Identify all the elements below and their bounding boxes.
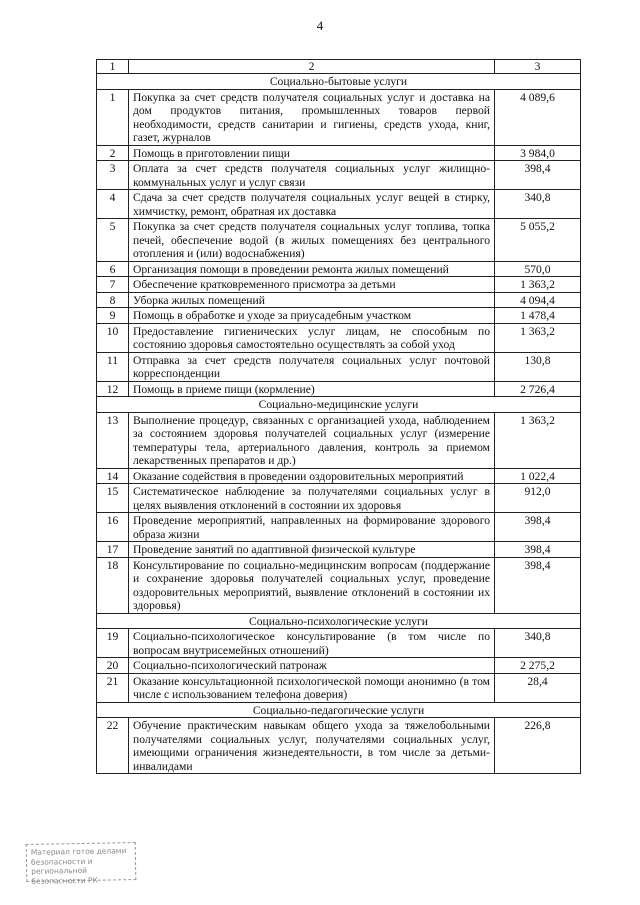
- row-number: 22: [97, 718, 129, 774]
- row-service: Социально-психологический патронаж: [129, 658, 495, 674]
- row-price: 2 726,4: [495, 381, 581, 397]
- row-number: 10: [97, 323, 129, 352]
- column-header-price: 3: [495, 60, 581, 74]
- row-price: 28,4: [495, 673, 581, 702]
- table-row: [97, 292, 581, 308]
- table-row: [97, 468, 581, 484]
- row-service: Выполнение процедур, связанных с организацией ухода, наблюдением за состоянием здоровья получателей социальных услуг (измерение температуры тела, артериального давления, контроль за приемом лекарственных препаратов и др.): [129, 412, 495, 468]
- row-number: 2: [97, 145, 129, 161]
- row-price: 398,4: [495, 542, 581, 558]
- page-number: 4: [316, 18, 324, 33]
- section-title: Социально-психологические услуги: [97, 613, 581, 629]
- section-title: Социально-педагогические услуги: [97, 702, 581, 718]
- row-service: Систематическое наблюдение за получателями социальных услуг в целях выявления отклонений в состоянии их здоровья: [129, 484, 495, 513]
- row-price: 130,8: [495, 352, 581, 381]
- row-service: Проведение занятий по адаптивной физической культуре: [129, 542, 495, 558]
- row-number: 8: [97, 292, 129, 308]
- row-price: 1 022,4: [495, 468, 581, 484]
- row-service: Помощь в приготовлении пищи: [129, 145, 495, 161]
- column-header-num: 1: [97, 60, 129, 74]
- row-price: 1 363,2: [495, 412, 581, 468]
- row-service: Социально-психологическое консультирование (в том числе по вопросам внутрисемейных отношений): [129, 629, 495, 658]
- row-number: 20: [97, 658, 129, 674]
- row-price: 570,0: [495, 261, 581, 277]
- table-row: [97, 629, 581, 658]
- row-price: 398,4: [495, 557, 581, 613]
- section-title: Социально-медицинские услуги: [97, 397, 581, 413]
- row-service: Консультирование по социально-медицинским вопросам (поддержание и сохранение здоровья получателей социальных услуг, проведение оздоровительных мероприятий, выявление отклонений в состоянии их здоровья): [129, 557, 495, 613]
- row-number: 11: [97, 352, 129, 381]
- row-service: Оказание консультационной психологической помощи анонимно (в том числе с использованием телефона доверия): [129, 673, 495, 702]
- row-number: 9: [97, 308, 129, 324]
- section-row-social-medical: [97, 397, 581, 413]
- row-service: Помощь в обработке и уходе за приусадебным участком: [129, 308, 495, 324]
- row-price: 1 478,4: [495, 308, 581, 324]
- row-number: 19: [97, 629, 129, 658]
- section-row-social-household: [97, 74, 581, 90]
- row-service: Помощь в приеме пищи (кормление): [129, 381, 495, 397]
- section-row-social-pedagogical: [97, 702, 581, 718]
- row-service: Оказание содействия в проведении оздоровительных мероприятий: [129, 468, 495, 484]
- services-price-table: [96, 59, 581, 774]
- row-number: 15: [97, 484, 129, 513]
- row-price: 1 363,2: [495, 323, 581, 352]
- row-number: 21: [97, 673, 129, 702]
- row-price: 912,0: [495, 484, 581, 513]
- table-row: [97, 161, 581, 190]
- table-row: [97, 718, 581, 774]
- table-row: [97, 89, 581, 145]
- row-service: Оплата за счет средств получателя социальных услуг жилищно-коммунальных услуг и услуг связи: [129, 161, 495, 190]
- row-number: 5: [97, 219, 129, 262]
- table-row: [97, 484, 581, 513]
- row-service: Отправка за счет средств получателя социальных услуг почтовой корреспонденции: [129, 352, 495, 381]
- row-price: 398,4: [495, 513, 581, 542]
- row-price: 398,4: [495, 161, 581, 190]
- row-service: Уборка жилых помещений: [129, 292, 495, 308]
- table-row: [97, 673, 581, 702]
- table-row: [97, 261, 581, 277]
- stamp-line: безопасности и региональной: [30, 856, 93, 876]
- row-number: 7: [97, 277, 129, 293]
- row-number: 18: [97, 557, 129, 613]
- row-service: Покупка за счет средств получателя социальных услуг и доставка на дом продуктов питания, промышленных товаров первой необходимости, средств санитарии и гигиены, средств ухода, книг, газет, журналов: [129, 89, 495, 145]
- table-row: [97, 277, 581, 293]
- row-number: 4: [97, 190, 129, 219]
- section-title: Социально-бытовые услуги: [97, 74, 581, 90]
- row-service: Проведение мероприятий, направленных на формирование здорового образа жизни: [129, 513, 495, 542]
- stamp-line: Материал готов делами: [30, 846, 127, 857]
- row-price: 226,8: [495, 718, 581, 774]
- table-row: [97, 513, 581, 542]
- table-row: [97, 323, 581, 352]
- row-price: 4 094,4: [495, 292, 581, 308]
- table-row: [97, 412, 581, 468]
- row-price: 2 275,2: [495, 658, 581, 674]
- row-number: 14: [97, 468, 129, 484]
- table-row: [97, 658, 581, 674]
- table-row: [97, 381, 581, 397]
- row-price: 5 055,2: [495, 219, 581, 262]
- registration-stamp: [26, 842, 137, 886]
- row-service: Покупка за счет средств получателя социальных услуг топлива, топка печей, обеспечение водой (в жилых помещениях без центрального отопления и (или) водоснабжения): [129, 219, 495, 262]
- row-number: 12: [97, 381, 129, 397]
- column-header-row: [97, 60, 581, 74]
- row-price: 3 984,0: [495, 145, 581, 161]
- table-row: [97, 145, 581, 161]
- row-price: 340,8: [495, 629, 581, 658]
- column-header-desc: 2: [129, 60, 495, 74]
- stamp-line: безопасности РК: [31, 875, 98, 886]
- row-number: 16: [97, 513, 129, 542]
- row-service: Организация помощи в проведении ремонта жилых помещений: [129, 261, 495, 277]
- table-row: [97, 557, 581, 613]
- table-row: [97, 542, 581, 558]
- row-service: Обучение практическим навыкам общего ухода за тяжелобольными получателями социальных услуг, получателями социальных услуг, имеющими ограничения жизнедеятельности, в том числе за детьми-инвалидами: [129, 718, 495, 774]
- section-row-social-psychological: [97, 613, 581, 629]
- row-number: 17: [97, 542, 129, 558]
- row-number: 1: [97, 89, 129, 145]
- table-row: [97, 352, 581, 381]
- row-price: 4 089,6: [495, 89, 581, 145]
- row-price: 340,8: [495, 190, 581, 219]
- row-service: Сдача за счет средств получателя социальных услуг вещей в стирку, химчистку, ремонт, обратная их доставка: [129, 190, 495, 219]
- row-service: Предоставление гигиенических услуг лицам, не способным по состоянию здоровья самостоятельно осуществлять за собой уход: [129, 323, 495, 352]
- table-row: [97, 219, 581, 262]
- row-number: 6: [97, 261, 129, 277]
- table-row: [97, 190, 581, 219]
- row-service: Обеспечение кратковременного присмотра за детьми: [129, 277, 495, 293]
- row-number: 3: [97, 161, 129, 190]
- row-number: 13: [97, 412, 129, 468]
- table-row: [97, 308, 581, 324]
- row-price: 1 363,2: [495, 277, 581, 293]
